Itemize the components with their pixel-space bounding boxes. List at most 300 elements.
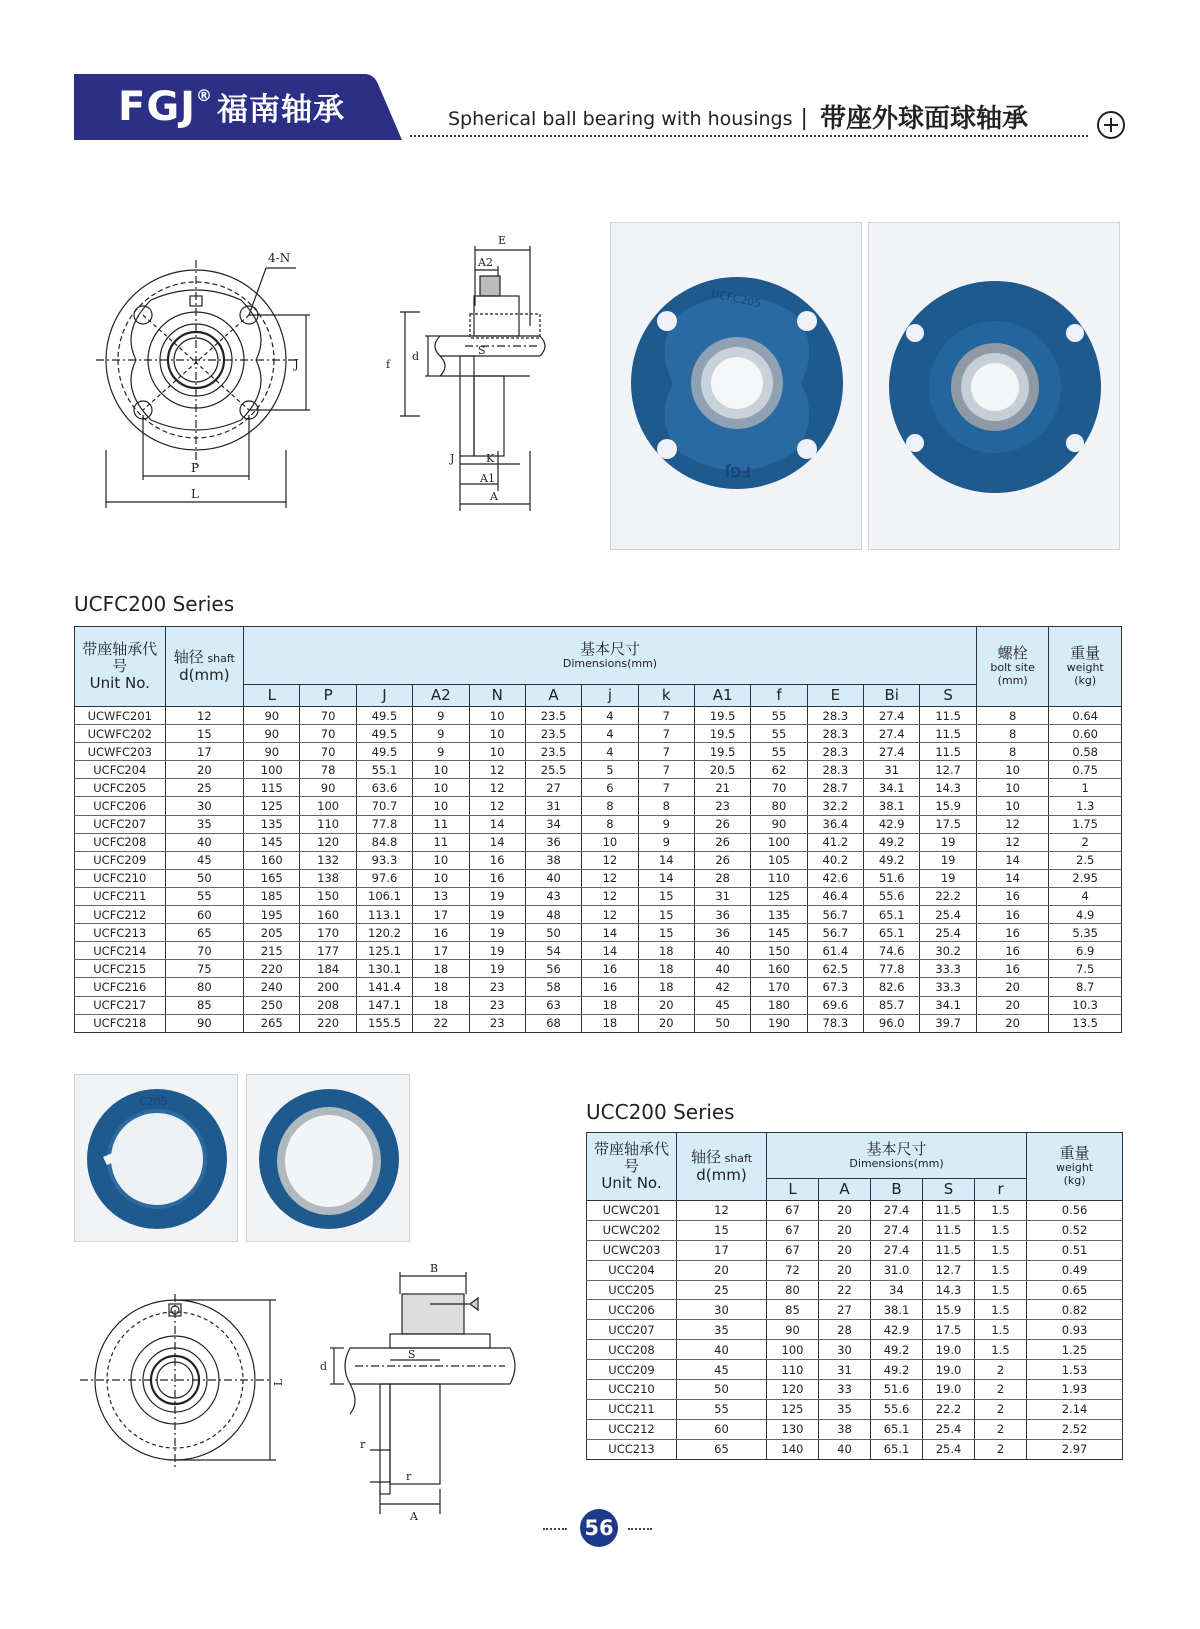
ucc-header-weight (1027, 1133, 1123, 1201)
table-cell: 23.5 (525, 707, 581, 725)
page-title-en: Spherical ball bearing with housings (448, 108, 793, 130)
table-cell: 265 (244, 1014, 300, 1032)
table-cell: 110 (751, 869, 807, 887)
table-row (587, 1399, 1123, 1419)
table-cell: 19 (469, 887, 525, 905)
table-cell: 140 (767, 1439, 819, 1459)
table-cell: 8 (582, 815, 638, 833)
table-row (587, 1220, 1123, 1240)
unit-number-cell: UCFC211 (75, 887, 166, 905)
label-ucc-r2: r (406, 1470, 412, 1483)
label-j-small: J (450, 452, 455, 465)
table-cell: 31 (694, 887, 750, 905)
table-cell: 18 (638, 942, 694, 960)
unit-number-cell: UCC213 (587, 1439, 677, 1459)
table-cell: 55 (751, 743, 807, 761)
unit-number-cell: UCC207 (587, 1320, 677, 1340)
table-cell: 13.5 (1049, 1014, 1122, 1032)
table-row (75, 960, 1122, 978)
table-cell: 97.6 (356, 869, 412, 887)
table-cell: 110 (767, 1360, 819, 1380)
table-cell: 17 (413, 942, 469, 960)
table-cell: 2.14 (1027, 1399, 1123, 1419)
table-cell: 72 (767, 1260, 819, 1280)
table-row (75, 815, 1122, 833)
table-cell: 9 (413, 707, 469, 725)
table-row (75, 924, 1122, 942)
table-cell: 0.65 (1027, 1280, 1123, 1300)
table-cell: 100 (767, 1340, 819, 1360)
table-cell: 75 (165, 960, 244, 978)
table-cell: 50 (694, 1014, 750, 1032)
page-number-dash-right (628, 1528, 652, 1530)
table-row (587, 1240, 1123, 1260)
table-cell: 4 (1049, 887, 1122, 905)
table-cell: 45 (694, 996, 750, 1014)
header-shaft-cn: 轴径 (173, 648, 204, 667)
ucc-side-drawing (320, 1262, 530, 1524)
table-cell: 1.53 (1027, 1360, 1123, 1380)
table-cell: 145 (244, 833, 300, 851)
table-cell: 35 (677, 1320, 767, 1340)
table-cell: 55 (751, 707, 807, 725)
table-cell: 2.95 (1049, 869, 1122, 887)
table-cell: 8 (976, 707, 1048, 725)
table-cell: 10 (413, 779, 469, 797)
table-cell: 106.1 (356, 887, 412, 905)
table-cell: 85 (767, 1300, 819, 1320)
table-cell: 23 (469, 996, 525, 1014)
table-cell: 55 (751, 725, 807, 743)
table-cell: 40 (819, 1439, 871, 1459)
table-cell: 105 (751, 851, 807, 869)
table-cell: 70 (751, 779, 807, 797)
table-cell: 49.5 (356, 743, 412, 761)
unit-number-cell: UCWFC203 (75, 743, 166, 761)
table-cell: 22 (819, 1280, 871, 1300)
table-cell: 26 (694, 815, 750, 833)
label-a2: A2 (478, 256, 493, 269)
table-cell: 33.3 (920, 960, 977, 978)
table-cell: 11.5 (923, 1220, 975, 1240)
table-cell: 74.6 (864, 942, 920, 960)
table-cell: 23 (469, 1014, 525, 1032)
ucc-header-dimensions-en: Dimensions(mm) (849, 1156, 944, 1170)
table-cell: 90 (300, 779, 356, 797)
header-bolt-unit: (mm) (997, 674, 1028, 688)
unit-number-cell: UCC212 (587, 1419, 677, 1439)
table-cell: 40.2 (807, 851, 863, 869)
table-cell: 10 (413, 797, 469, 815)
ucc-header-weight-cn: 重量 (1059, 1144, 1090, 1163)
table-cell: 25.4 (923, 1439, 975, 1459)
table-row (75, 1014, 1122, 1032)
page-number-dash-left (543, 1528, 567, 1530)
unit-number-cell: UCC204 (587, 1260, 677, 1280)
unit-number-cell: UCFC216 (75, 978, 166, 996)
ucfc-column-header: Bi (864, 685, 920, 707)
label-ucc-d: d (320, 1360, 328, 1373)
table-cell: 26 (694, 833, 750, 851)
table-cell: 56 (525, 960, 581, 978)
table-cell: 11.5 (920, 725, 977, 743)
label-4-n: 4-N (268, 251, 291, 265)
table-cell: 0.64 (1049, 707, 1122, 725)
table-cell: 2.52 (1027, 1419, 1123, 1439)
table-cell: 28 (694, 869, 750, 887)
photo-mark-c205: C205 (139, 1095, 168, 1108)
label-e: E (498, 234, 507, 247)
table-cell: 10 (413, 869, 469, 887)
table-cell: 11.5 (920, 743, 977, 761)
table-cell: 14.3 (923, 1280, 975, 1300)
header-bolt-cn: 螺栓 (997, 644, 1028, 663)
table-cell: 40 (525, 869, 581, 887)
unit-number-cell: UCWC201 (587, 1201, 677, 1221)
table-cell: 8 (976, 743, 1048, 761)
header-unit-no (75, 627, 166, 707)
table-cell: 20 (677, 1260, 767, 1280)
table-cell: 63 (525, 996, 581, 1014)
ucc-cartridge-image (75, 1075, 239, 1243)
table-cell: 67 (767, 1240, 819, 1260)
table-cell: 14 (582, 942, 638, 960)
table-cell: 18 (413, 960, 469, 978)
table-cell: 2.97 (1027, 1439, 1123, 1459)
table-cell: 4 (582, 743, 638, 761)
table-cell: 25 (677, 1280, 767, 1300)
table-cell: 50 (165, 869, 244, 887)
unit-number-cell: UCWC202 (587, 1220, 677, 1240)
table-cell: 2 (975, 1380, 1027, 1400)
table-cell: 4 (582, 707, 638, 725)
table-cell: 125 (244, 797, 300, 815)
table-cell: 27.4 (864, 725, 920, 743)
table-cell: 2 (975, 1439, 1027, 1459)
header-dimensions (244, 627, 977, 685)
table-cell: 26 (694, 851, 750, 869)
table-cell: 20 (638, 1014, 694, 1032)
table-cell: 5.35 (1049, 924, 1122, 942)
table-cell: 45 (165, 851, 244, 869)
table-cell: 27.4 (864, 743, 920, 761)
table-cell: 28.3 (807, 743, 863, 761)
table-cell: 25.4 (920, 924, 977, 942)
table-cell: 55 (165, 887, 244, 905)
label-p: P (191, 461, 200, 475)
table-cell: 65.1 (871, 1439, 923, 1459)
table-cell: 65 (677, 1439, 767, 1459)
unit-number-cell: UCFC215 (75, 960, 166, 978)
table-cell: 190 (751, 1014, 807, 1032)
table-row (587, 1280, 1123, 1300)
table-cell: 1 (1049, 779, 1122, 797)
unit-number-cell: UCFC204 (75, 761, 166, 779)
table-cell: 17 (677, 1240, 767, 1260)
header-bolt-en: bolt site (990, 661, 1035, 675)
table-cell: 16 (582, 978, 638, 996)
photo-mark-ucfc205: UCFC205 (709, 286, 763, 311)
table-cell: 18 (413, 978, 469, 996)
ucc-header-dimensions (767, 1133, 1027, 1179)
table-cell: 1.5 (975, 1320, 1027, 1340)
table-cell: 195 (244, 906, 300, 924)
table-cell: 67 (767, 1220, 819, 1240)
table-cell: 36.4 (807, 815, 863, 833)
table-cell: 12.7 (923, 1260, 975, 1280)
label-l: L (191, 487, 199, 501)
table-cell: 50 (677, 1380, 767, 1400)
header-dimensions-en: Dimensions(mm) (562, 656, 658, 670)
table-cell: 19.0 (923, 1380, 975, 1400)
table-cell: 62.5 (807, 960, 863, 978)
table-cell: 33 (819, 1380, 871, 1400)
table-cell: 34 (871, 1280, 923, 1300)
table-cell: 35 (819, 1399, 871, 1419)
ucfc-column-header: k (638, 685, 694, 707)
table-cell: 25.4 (920, 906, 977, 924)
table-cell: 12 (976, 833, 1048, 851)
ucc-cartridge-side-image (247, 1075, 411, 1243)
ucc-front-drawing (80, 1294, 300, 1474)
table-cell: 14.3 (920, 779, 977, 797)
table-cell: 30.2 (920, 942, 977, 960)
table-cell: 82.6 (864, 978, 920, 996)
table-cell: 14 (469, 833, 525, 851)
ucfc-column-header: N (469, 685, 525, 707)
table-cell: 165 (244, 869, 300, 887)
table-row (587, 1380, 1123, 1400)
unit-number-cell: UCC208 (587, 1340, 677, 1360)
table-cell: 39.7 (920, 1014, 977, 1032)
header-bolt (976, 627, 1048, 707)
table-row (75, 869, 1122, 887)
table-cell: 19 (469, 924, 525, 942)
ucfc-column-header: E (807, 685, 863, 707)
table-cell: 19.0 (923, 1360, 975, 1380)
table-cell: 48 (525, 906, 581, 924)
ucc-header-weight-unit: (kg) (1063, 1174, 1086, 1188)
table-cell: 23 (469, 978, 525, 996)
table-row (75, 761, 1122, 779)
table-cell: 1.3 (1049, 797, 1122, 815)
unit-number-cell: UCFC210 (75, 869, 166, 887)
table-cell: 49.2 (864, 833, 920, 851)
ucc-header-shaft (677, 1133, 767, 1201)
table-cell: 12 (582, 851, 638, 869)
table-cell: 80 (165, 978, 244, 996)
table-cell: 41.2 (807, 833, 863, 851)
header-weight-cn: 重量 (1070, 644, 1101, 663)
table-cell: 40 (165, 833, 244, 851)
brand-logo (118, 84, 345, 130)
table-cell: 11.5 (920, 707, 977, 725)
ucfc-photo-front (610, 222, 862, 550)
table-cell: 40 (694, 960, 750, 978)
table-cell: 90 (244, 743, 300, 761)
table-cell: 30 (165, 797, 244, 815)
table-cell: 130.1 (356, 960, 412, 978)
table-cell: 49.5 (356, 725, 412, 743)
table-cell: 0.52 (1027, 1220, 1123, 1240)
table-cell: 36 (525, 833, 581, 851)
table-cell: 9 (638, 815, 694, 833)
table-cell: 15 (638, 887, 694, 905)
unit-number-cell: UCC205 (587, 1280, 677, 1300)
table-cell: 160 (300, 906, 356, 924)
table-cell: 56.7 (807, 924, 863, 942)
table-cell: 0.51 (1027, 1240, 1123, 1260)
unit-number-cell: UCFC208 (75, 833, 166, 851)
unit-number-cell: UCC211 (587, 1399, 677, 1419)
unit-number-cell: UCFC212 (75, 906, 166, 924)
table-cell: 19 (920, 833, 977, 851)
ucc-header-shaft-unit: d(mm) (696, 1165, 747, 1184)
table-cell: 0.75 (1049, 761, 1122, 779)
table-cell: 27.4 (864, 707, 920, 725)
table-cell: 31 (864, 761, 920, 779)
table-cell: 150 (300, 887, 356, 905)
title-separator: | (800, 106, 808, 131)
table-cell: 16 (582, 960, 638, 978)
ucc-series-title: UCC200 Series (586, 1100, 735, 1124)
table-cell: 0.60 (1049, 725, 1122, 743)
table-cell: 220 (300, 1014, 356, 1032)
ucc-column-header: B (871, 1179, 923, 1201)
unit-number-cell: UCWFC201 (75, 707, 166, 725)
header-unit-cn: 带座轴承代号 (82, 639, 158, 675)
ucc-column-header: A (819, 1179, 871, 1201)
table-cell: 15 (638, 906, 694, 924)
table-cell: 10 (469, 707, 525, 725)
registered-mark: ® (196, 86, 214, 105)
table-row (75, 942, 1122, 960)
table-cell: 2 (975, 1360, 1027, 1380)
label-ucc-s: S (408, 1348, 416, 1361)
table-cell: 113.1 (356, 906, 412, 924)
table-cell: 16 (976, 960, 1048, 978)
table-cell: 18 (582, 996, 638, 1014)
ucfc-column-header: A2 (413, 685, 469, 707)
table-cell: 177 (300, 942, 356, 960)
table-cell: 60 (677, 1419, 767, 1439)
table-row (587, 1260, 1123, 1280)
table-cell: 78.3 (807, 1014, 863, 1032)
table-cell: 1.5 (975, 1240, 1027, 1260)
table-cell: 15.9 (920, 797, 977, 815)
table-cell: 19 (469, 942, 525, 960)
table-cell: 27 (525, 779, 581, 797)
table-cell: 55.6 (871, 1399, 923, 1419)
table-cell: 12 (677, 1201, 767, 1221)
table-cell: 55.1 (356, 761, 412, 779)
table-cell: 49.2 (871, 1360, 923, 1380)
table-row (587, 1360, 1123, 1380)
table-cell: 49.2 (864, 851, 920, 869)
table-cell: 185 (244, 887, 300, 905)
table-cell: 28 (819, 1320, 871, 1340)
table-cell: 10 (413, 851, 469, 869)
table-cell: 14 (469, 815, 525, 833)
table-cell: 12 (469, 761, 525, 779)
table-cell: 22 (413, 1014, 469, 1032)
table-cell: 1.5 (975, 1300, 1027, 1320)
table-cell: 38 (819, 1419, 871, 1439)
table-cell: 18 (413, 996, 469, 1014)
table-cell: 51.6 (871, 1380, 923, 1400)
unit-number-cell: UCC206 (587, 1300, 677, 1320)
table-row (587, 1300, 1123, 1320)
table-cell: 6.9 (1049, 942, 1122, 960)
unit-number-cell: UCFC206 (75, 797, 166, 815)
table-cell: 0.49 (1027, 1260, 1123, 1280)
table-cell: 68 (525, 1014, 581, 1032)
table-cell: 20 (819, 1260, 871, 1280)
table-cell: 25 (165, 779, 244, 797)
ucc-header-shaft-en: shaft (724, 1152, 753, 1166)
table-cell: 58 (525, 978, 581, 996)
table-cell: 19 (920, 869, 977, 887)
unit-number-cell: UCC210 (587, 1380, 677, 1400)
ucfc-series-title: UCFC200 Series (74, 592, 235, 616)
table-cell: 160 (244, 851, 300, 869)
table-cell: 130 (767, 1419, 819, 1439)
table-cell: 10.3 (1049, 996, 1122, 1014)
table-cell: 16 (976, 942, 1048, 960)
table-cell: 90 (244, 707, 300, 725)
table-cell: 63.6 (356, 779, 412, 797)
table-row (75, 996, 1122, 1014)
ucfc-housing-back-image (869, 223, 1121, 551)
table-cell: 13 (413, 887, 469, 905)
table-cell: 7 (638, 707, 694, 725)
table-cell: 70 (300, 725, 356, 743)
table-cell: 10 (469, 725, 525, 743)
ucfc-column-header: J (356, 685, 412, 707)
table-cell: 100 (751, 833, 807, 851)
table-cell: 65 (165, 924, 244, 942)
table-cell: 20 (819, 1220, 871, 1240)
table-row (75, 743, 1122, 761)
table-cell: 9 (413, 725, 469, 743)
ucc-photo-front (74, 1074, 238, 1242)
table-row (75, 725, 1122, 743)
table-cell: 32.2 (807, 797, 863, 815)
table-cell: 12 (582, 887, 638, 905)
table-cell: 42.6 (807, 869, 863, 887)
table-cell: 10 (976, 797, 1048, 815)
table-row (587, 1419, 1123, 1439)
page-title (448, 98, 1028, 135)
header-weight-unit: (kg) (1074, 674, 1097, 688)
table-cell: 15 (165, 725, 244, 743)
table-cell: 42.9 (864, 815, 920, 833)
ucc-spec-table (586, 1132, 1123, 1460)
unit-number-cell: UCFC207 (75, 815, 166, 833)
table-cell: 1.5 (975, 1260, 1027, 1280)
ucfc-column-header: f (751, 685, 807, 707)
ucc-column-header: S (923, 1179, 975, 1201)
ucc-header-dimensions-cn: 基本尺寸 (866, 1139, 927, 1158)
table-cell: 11.5 (923, 1240, 975, 1260)
table-cell: 28.3 (807, 725, 863, 743)
table-cell: 55.6 (864, 887, 920, 905)
table-cell: 14 (976, 851, 1048, 869)
table-cell: 65.1 (864, 906, 920, 924)
table-cell: 22.2 (923, 1399, 975, 1419)
table-cell: 27.4 (871, 1240, 923, 1260)
table-cell: 132 (300, 851, 356, 869)
